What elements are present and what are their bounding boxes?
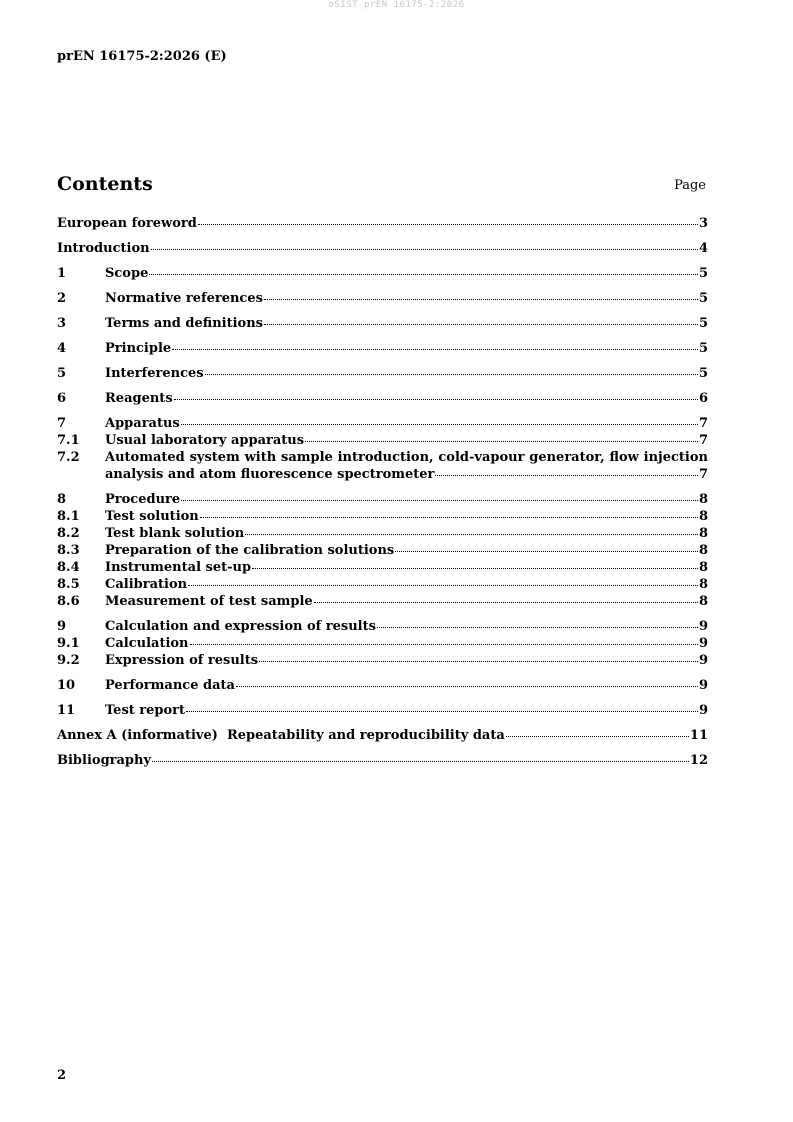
toc-entry-page: 8 — [698, 560, 708, 575]
watermark: oSIST prEN 16175-2:2026 — [328, 0, 465, 10]
toc-entry-title: Normative references — [105, 291, 263, 306]
dot-leader — [151, 249, 698, 250]
toc-entry-calculation-and-expression[interactable] — [57, 618, 708, 635]
toc-entry-page: 8 — [698, 492, 708, 507]
toc-entry-title: Measurement of test sample — [105, 594, 313, 609]
toc-entry-introduction[interactable] — [57, 240, 708, 257]
dot-leader — [181, 500, 698, 501]
toc-entry-title: Test blank solution — [105, 526, 245, 541]
toc-entry-number: 7 — [57, 416, 67, 431]
toc-entry-title: Bibliography — [57, 753, 152, 768]
toc-entry-annex-a[interactable] — [57, 727, 708, 744]
dot-leader — [314, 602, 698, 603]
toc-entry-title: Performance data — [105, 678, 235, 693]
toc-entry-calibration-solutions[interactable] — [57, 542, 708, 559]
toc-entry-title: Calculation — [105, 636, 189, 651]
toc-entry-number: 9.1 — [57, 636, 80, 651]
toc-entry-number: 5 — [57, 366, 67, 381]
toc-entry-measurement-of-test-sample[interactable] — [57, 593, 708, 610]
toc-entry-number: 2 — [57, 291, 67, 306]
dot-leader — [205, 374, 698, 375]
toc-entry-title: Terms and definitions — [105, 316, 263, 331]
toc-entry-interferences[interactable] — [57, 365, 708, 382]
toc-entry-number: 9 — [57, 619, 67, 634]
dot-leader — [377, 627, 698, 628]
toc-entry-page: 4 — [698, 241, 708, 256]
toc-entry-number: 8 — [57, 492, 67, 507]
toc-entry-page: 5 — [698, 266, 708, 281]
toc-entry-number: 8.4 — [57, 560, 80, 575]
table-of-contents — [57, 215, 708, 769]
toc-entry-title: Instrumental set-up — [105, 560, 252, 575]
toc-entry-automated-system[interactable] — [57, 449, 708, 483]
toc-entry-title: Reagents — [105, 391, 173, 406]
toc-entry-reagents[interactable] — [57, 390, 708, 407]
dot-leader — [264, 324, 698, 325]
toc-entry-page: 12 — [689, 753, 708, 768]
toc-entry-test-solution[interactable] — [57, 508, 708, 525]
toc-entry-terms-and-definitions[interactable] — [57, 315, 708, 332]
toc-entry-usual-laboratory-apparatus[interactable] — [57, 432, 708, 449]
dot-leader — [200, 517, 698, 518]
toc-entry-bibliography[interactable] — [57, 752, 708, 769]
toc-entry-title: Annex A (informative) Repeatability and reproducibility data — [57, 728, 505, 743]
toc-entry-page: 9 — [698, 636, 708, 651]
dot-leader — [190, 644, 698, 645]
toc-entry-title: Test solution — [105, 509, 199, 524]
toc-entry-title: Expression of results — [105, 653, 259, 668]
toc-entry-title: Usual laboratory apparatus — [105, 433, 305, 448]
toc-entry-normative-references[interactable] — [57, 290, 708, 307]
toc-entry-number: 8.1 — [57, 509, 80, 524]
dot-leader — [198, 224, 698, 225]
dot-leader — [245, 534, 698, 535]
toc-entry-page: 5 — [698, 316, 708, 331]
toc-entry-apparatus[interactable] — [57, 415, 708, 432]
dot-leader — [506, 736, 689, 737]
toc-entry-title: Test report — [105, 703, 186, 718]
toc-entry-test-report[interactable] — [57, 702, 708, 719]
toc-entry-title: Introduction — [57, 241, 150, 256]
toc-entry-number: 6 — [57, 391, 67, 406]
toc-entry-page: 9 — [698, 653, 708, 668]
toc-entry-page: 9 — [698, 678, 708, 693]
toc-entry-title: Procedure — [105, 492, 181, 507]
toc-entry-number: 9.2 — [57, 653, 80, 668]
toc-entry-title: Principle — [105, 341, 172, 356]
toc-entry-instrumental-set-up[interactable] — [57, 559, 708, 576]
toc-entry-page: 6 — [698, 391, 708, 406]
toc-entry-page: 5 — [698, 341, 708, 356]
page-column-label: Page — [674, 178, 706, 193]
document-id: prEN 16175-2:2026 (E) — [57, 49, 227, 64]
dot-leader — [188, 585, 698, 586]
dot-leader — [181, 424, 698, 425]
dot-leader — [152, 761, 689, 762]
toc-entry-number: 8.3 — [57, 543, 80, 558]
toc-entry-calculation[interactable] — [57, 635, 708, 652]
toc-entry-number: 3 — [57, 316, 67, 331]
toc-entry-calibration[interactable] — [57, 576, 708, 593]
toc-entry-performance-data[interactable] — [57, 677, 708, 694]
toc-entry-number: 10 — [57, 678, 76, 693]
toc-entry-number: 4 — [57, 341, 67, 356]
toc-entry-page: 11 — [689, 728, 708, 743]
dot-leader — [236, 686, 698, 687]
toc-entry-title: Calibration — [105, 577, 188, 592]
toc-entry-page: 7 — [698, 416, 708, 431]
toc-entry-principle[interactable] — [57, 340, 708, 357]
toc-entry-number: 7.2 — [57, 450, 80, 465]
toc-entry-page: 7 — [698, 467, 708, 482]
toc-entry-page: 8 — [698, 594, 708, 609]
toc-entry-page: 8 — [698, 577, 708, 592]
contents-title: Contents — [57, 173, 153, 195]
toc-entry-test-blank-solution[interactable] — [57, 525, 708, 542]
toc-entry-number: 8.6 — [57, 594, 80, 609]
toc-entry-number: 8.2 — [57, 526, 80, 541]
toc-entry-title: Scope — [105, 266, 149, 281]
dot-leader — [252, 568, 698, 569]
toc-entry-title: Interferences — [105, 366, 204, 381]
toc-entry-title-line-2: analysis and atom fluorescence spectrometer — [105, 467, 435, 482]
toc-entry-page: 7 — [698, 433, 708, 448]
dot-leader — [149, 274, 698, 275]
toc-entry-scope[interactable] — [57, 265, 708, 282]
toc-entry-european-foreword[interactable] — [57, 215, 708, 232]
toc-entry-number: 11 — [57, 703, 76, 718]
toc-entry-page: 5 — [698, 366, 708, 381]
toc-entry-number: 1 — [57, 266, 67, 281]
dot-leader — [186, 711, 698, 712]
toc-entry-title-line-1: Automated system with sample introduction, cold-vapour generator, flow injection — [105, 450, 708, 465]
toc-entry-page: 9 — [698, 703, 708, 718]
toc-entry-page: 8 — [698, 526, 708, 541]
dot-leader — [172, 349, 698, 350]
toc-entry-page: 5 — [698, 291, 708, 306]
toc-entry-page: 8 — [698, 509, 708, 524]
toc-entry-title: European foreword — [57, 216, 197, 231]
toc-entry-title: Preparation of the calibration solutions — [105, 543, 395, 558]
toc-entry-page: 3 — [698, 216, 708, 231]
toc-entry-title: Apparatus — [105, 416, 180, 431]
dot-leader — [259, 661, 698, 662]
toc-entry-expression-of-results[interactable] — [57, 652, 708, 669]
dot-leader — [395, 551, 698, 552]
toc-entry-page: 9 — [698, 619, 708, 634]
dot-leader — [264, 299, 698, 300]
dot-leader — [305, 441, 698, 442]
page-number: 2 — [57, 1068, 67, 1083]
dot-leader — [435, 475, 698, 476]
toc-entry-number: 7.1 — [57, 433, 80, 448]
dot-leader — [174, 399, 698, 400]
toc-entry-title: Calculation and expression of results — [105, 619, 376, 634]
toc-entry-page: 8 — [698, 543, 708, 558]
toc-entry-number: 8.5 — [57, 577, 80, 592]
toc-entry-procedure[interactable] — [57, 491, 708, 508]
